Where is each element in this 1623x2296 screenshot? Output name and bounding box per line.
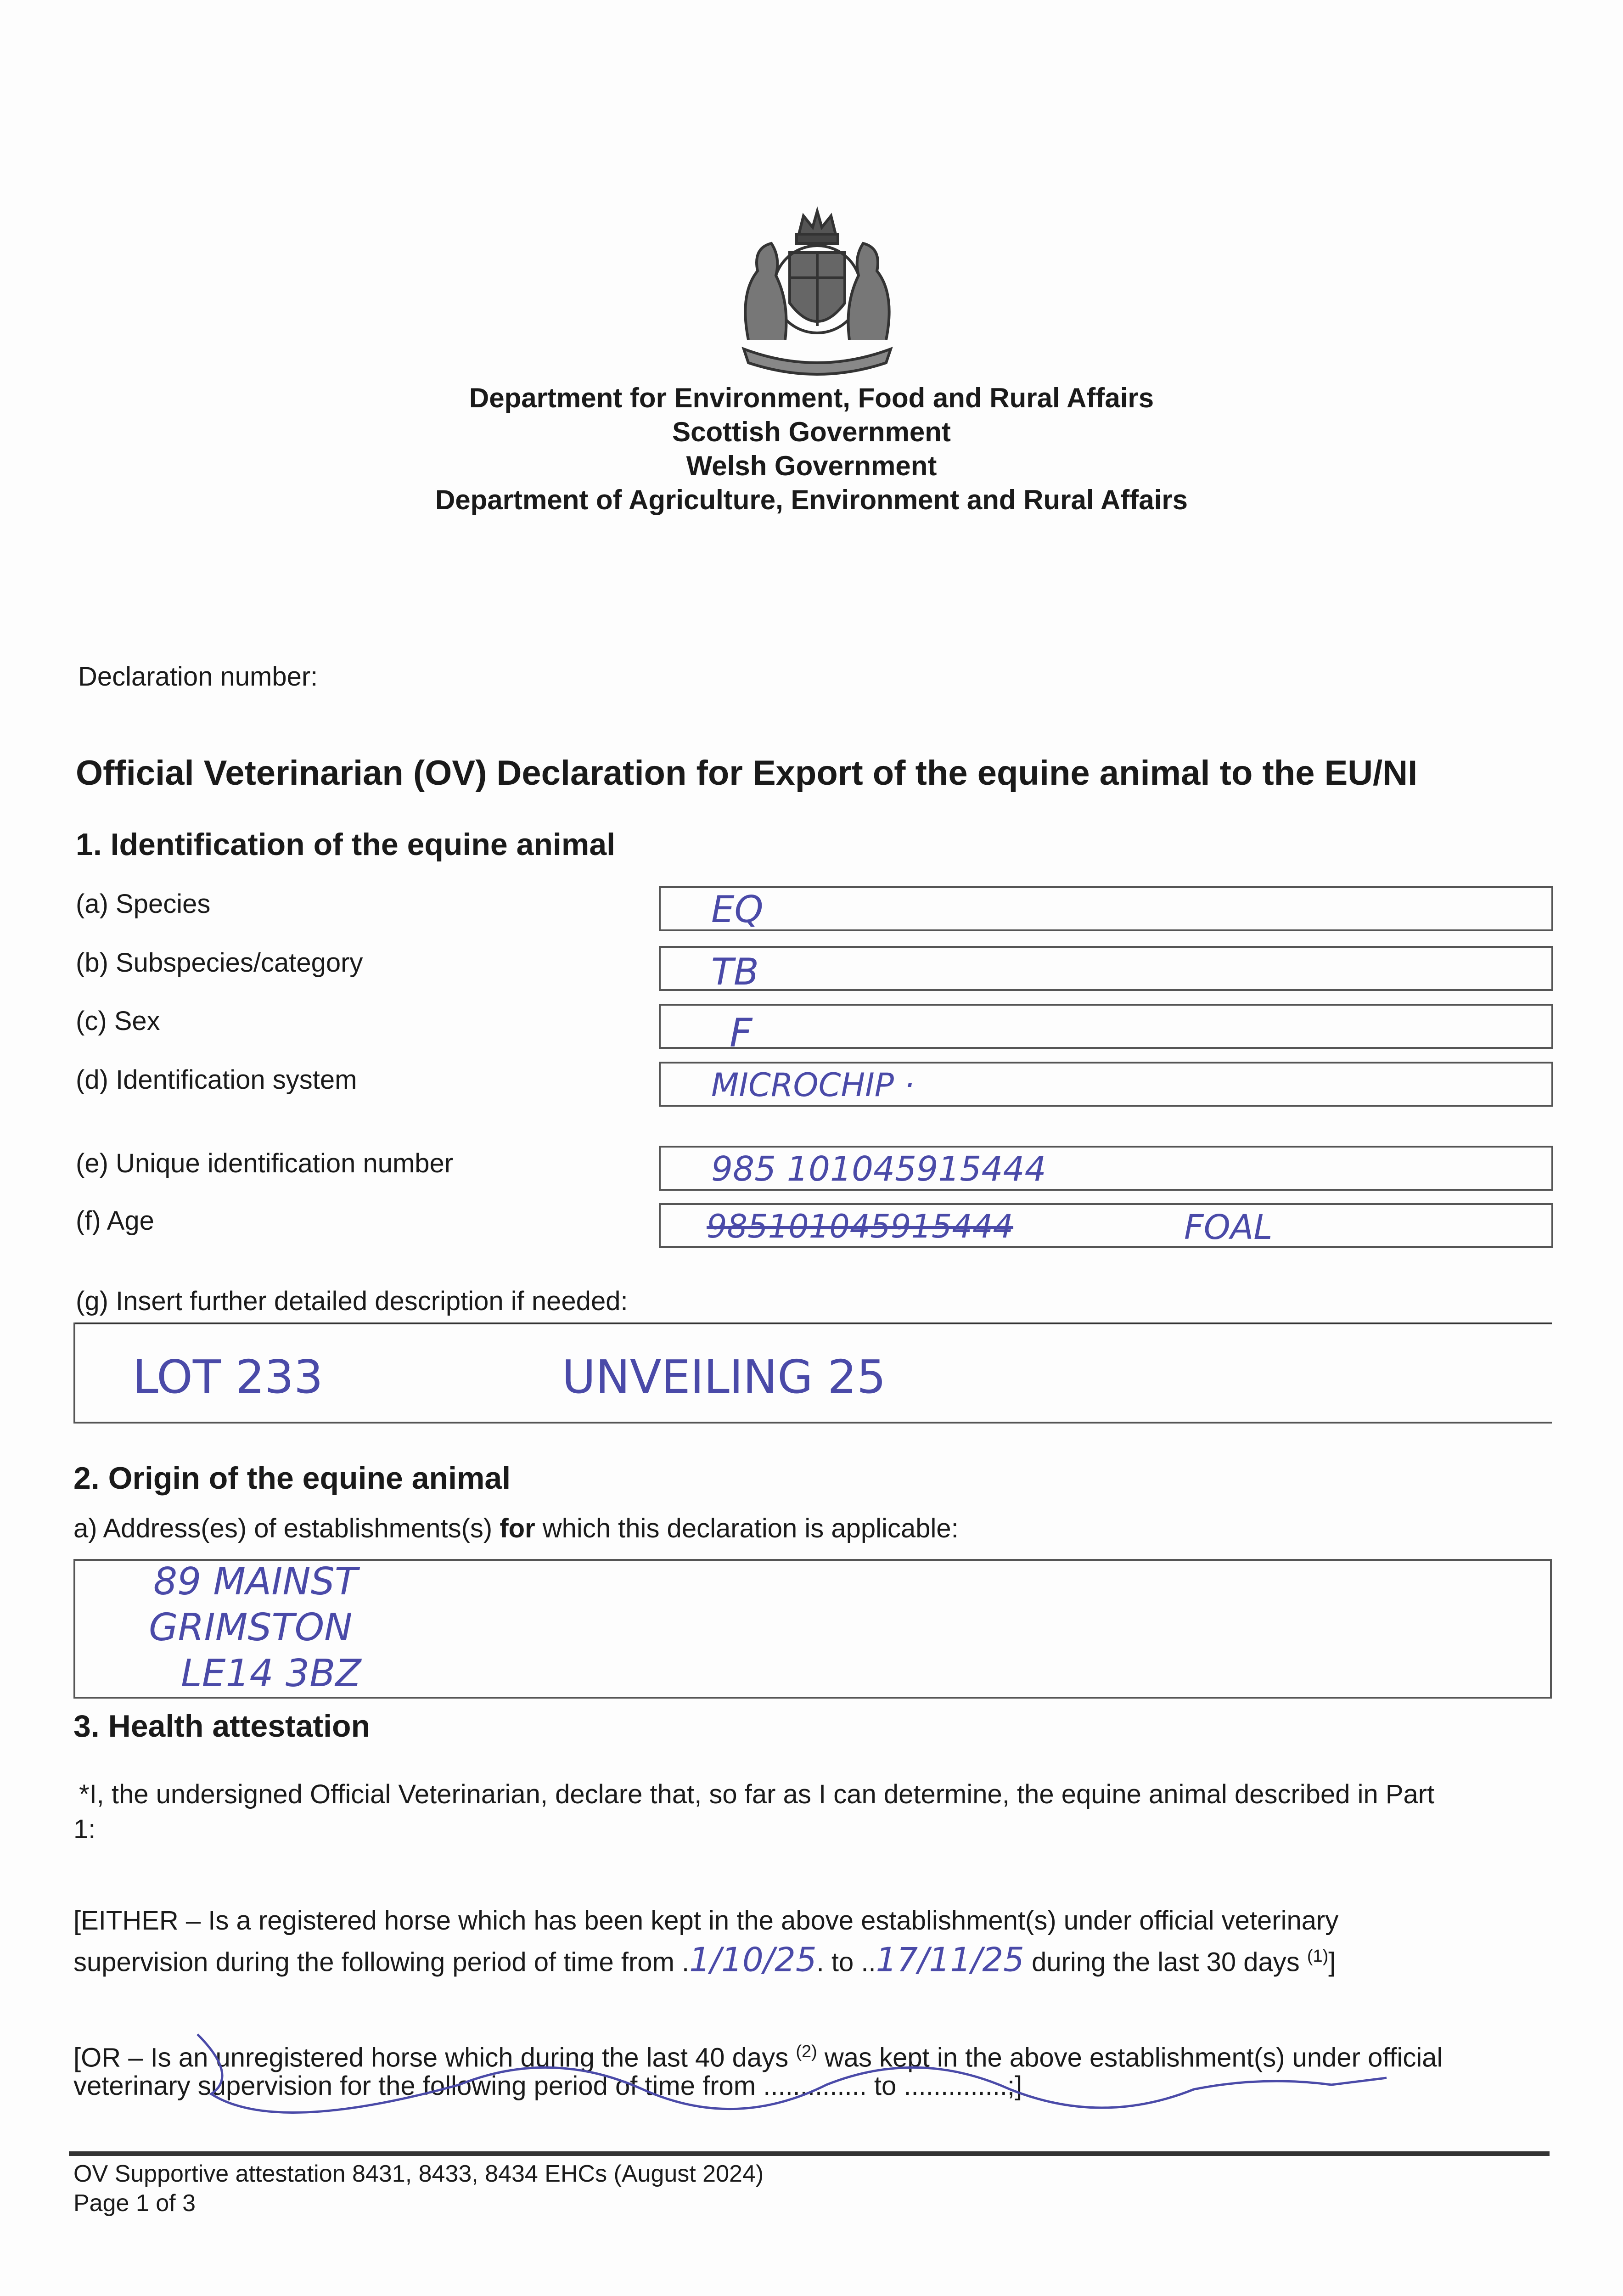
subspecies-value: TB	[711, 951, 759, 993]
age-struck-value: 985101045915444	[707, 1208, 1014, 1245]
section1-heading: 1. Identification of the equine animal	[76, 827, 616, 862]
dept-welsh-government: Welsh Government	[686, 450, 937, 481]
species-value: EQ	[711, 888, 764, 931]
address-field[interactable]	[73, 1559, 1552, 1699]
uid-value: 985 101045915444	[711, 1149, 1046, 1189]
sex-label: (c) Sex	[76, 1006, 160, 1036]
id-system-label: (d) Identification system	[76, 1065, 357, 1095]
section2-heading: 2. Origin of the equine animal	[73, 1461, 511, 1496]
sex-value: F	[730, 1010, 753, 1056]
age-field[interactable]	[659, 1203, 1553, 1248]
dept-scottish-government: Scottish Government	[672, 416, 951, 447]
royal-coat-of-arms-icon	[721, 202, 914, 377]
attestation-intro-line1: *I, the undersigned Official Veterinarian, declare that, so far as I can determine, the equine animal described in Part	[79, 1779, 1435, 1809]
dept-defra: Department for Environment, Food and Rural Affairs	[469, 383, 1154, 413]
dept-daera: Department of Agriculture, Environment and Rural Affairs	[435, 484, 1188, 515]
species-label: (a) Species	[76, 889, 211, 919]
id-system-value: MICROCHIP ·	[711, 1066, 915, 1104]
either-clause-line2: supervision during the following period of time from .1/10/25. to ..17/11/25 during the last 30 days $^{(1)}$]	[73, 1940, 1336, 1979]
page-title: Official Veterinarian (OV) Declaration for Export of the equine animal to the EU/NI	[76, 754, 1418, 793]
or-clause-line1: [OR – Is an unregistered horse which during the last 40 days $^{(2)}$ was kept in the above establishment(s) under official	[73, 2042, 1443, 2073]
either-clause-line1: [EITHER – Is a registered horse which has been kept in the above establishment(s) under official veterinary	[73, 1906, 1339, 1936]
footer-page-number: Page 1 of 3	[73, 2190, 196, 2217]
uid-field[interactable]	[659, 1146, 1553, 1191]
age-value: FOAL	[1184, 1208, 1273, 1247]
address-label: a) Address(es) of establishments(s) for which this declaration is applicable:	[73, 1514, 959, 1543]
either-from-date: 1/10/25	[689, 1940, 817, 1979]
description-lot: LOT 233	[133, 1350, 323, 1404]
uid-label: (e) Unique identification number	[76, 1148, 454, 1178]
sex-field[interactable]	[659, 1004, 1553, 1056]
strike-through-scribble	[184, 2020, 1423, 2135]
description-label: (g) Insert further detailed description if needed:	[76, 1286, 628, 1316]
either-to-date: 17/11/25	[876, 1940, 1024, 1979]
subspecies-field[interactable]	[659, 946, 1553, 991]
declaration-number-label: Declaration number:	[78, 662, 318, 692]
id-system-field[interactable]	[659, 1062, 1553, 1107]
footer-form-reference: OV Supportive attestation 8431, 8433, 8434 EHCs (August 2024)	[73, 2161, 764, 2187]
description-sale: UNVEILING 25	[562, 1350, 886, 1404]
or-clause-line2: veterinary supervision for the following period of time from .............. to ..............;]	[73, 2071, 1022, 2101]
subspecies-label: (b) Subspecies/category	[76, 948, 363, 978]
address-line: GRIMSTON	[149, 1606, 353, 1649]
attestation-intro-line2: 1:	[73, 1814, 96, 1844]
species-field[interactable]	[659, 886, 1553, 931]
address-line: 89 MAINST	[153, 1560, 358, 1604]
section3-heading: 3. Health attestation	[73, 1709, 371, 1744]
description-field[interactable]	[73, 1322, 1552, 1424]
footer-rule	[69, 2151, 1550, 2156]
address-line: LE14 3BZ	[181, 1652, 361, 1695]
age-label: (f) Age	[76, 1206, 154, 1236]
